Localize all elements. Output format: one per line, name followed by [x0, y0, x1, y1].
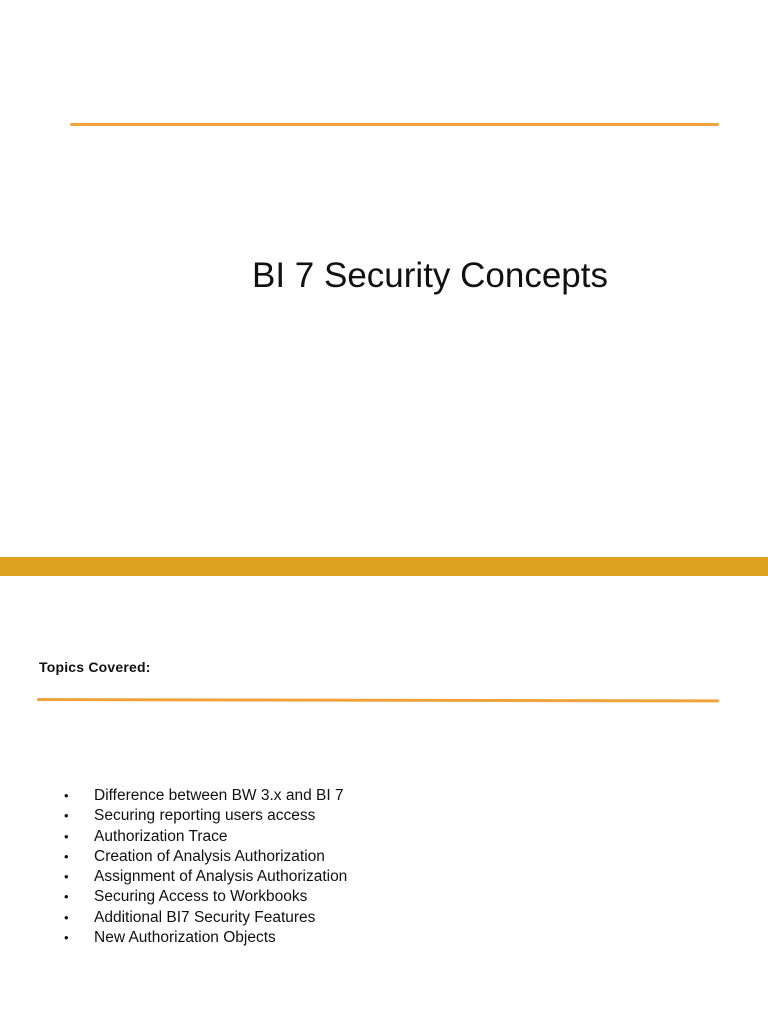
- topic-item-text: Authorization Trace: [94, 827, 228, 845]
- bullet-icon: •: [64, 788, 69, 803]
- topic-item-text: Creation of Analysis Authorization: [94, 847, 325, 865]
- topic-item-text: New Authorization Objects: [94, 929, 276, 947]
- slide-title: BI 7 Security Concepts: [252, 256, 608, 295]
- topics-heading: Topics Covered:: [39, 659, 151, 675]
- topic-item-text: Securing Access to Workbooks: [94, 888, 308, 906]
- topic-item-text: Additional BI7 Security Features: [94, 908, 316, 926]
- bullet-icon: •: [64, 808, 69, 824]
- bullet-icon: •: [64, 909, 69, 925]
- topic-item-text: Securing reporting users access: [94, 807, 316, 825]
- topic-item-text: Assignment of Analysis Authorization: [94, 868, 348, 886]
- bullet-icon: •: [64, 930, 69, 946]
- bullet-icon: •: [64, 889, 69, 905]
- topics-slide: [0, 576, 768, 1024]
- bullet-icon: •: [64, 828, 69, 844]
- topics-accent-rule: [37, 698, 719, 702]
- title-accent-rule: [70, 123, 719, 126]
- bullet-icon: •: [64, 869, 69, 885]
- topic-item-text: Difference between BW 3.x and BI 7: [94, 787, 344, 804]
- slide-separator-band: [0, 557, 768, 576]
- bullet-icon: •: [64, 848, 69, 864]
